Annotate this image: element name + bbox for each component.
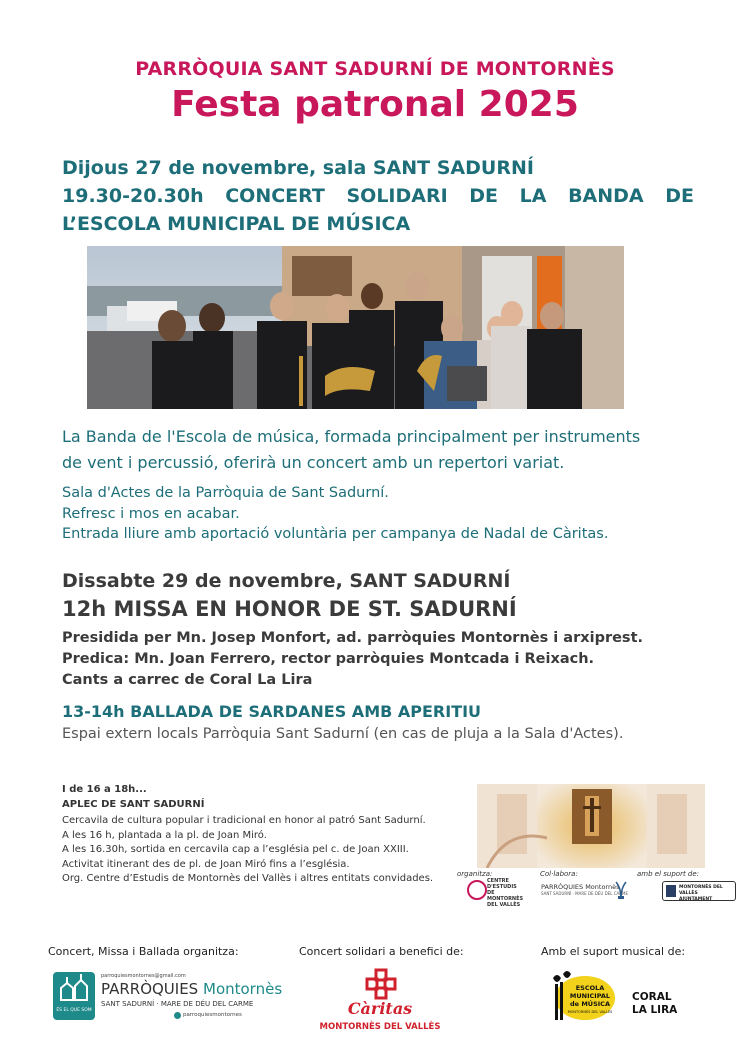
parish-name: PARRÒQUIA SANT SADURNÍ DE MONTORNÈS <box>135 58 615 80</box>
event1-date: Dijous 27 de novembre, sala SANT SADURNÍ <box>62 157 534 179</box>
col-labora-label: Col·labora: <box>540 870 578 878</box>
event1-description <box>62 424 712 476</box>
aplec-line: A les 16.30h, sortida en cercavila cap a l’església pel c. de Joan XXIII. <box>62 844 409 855</box>
ced-line: DE MONTORNÈS <box>487 890 524 902</box>
suport-label: amb el suport de: <box>637 870 700 878</box>
escola-line: MUNICIPAL <box>569 992 611 1000</box>
coral-line: LA LIRA <box>632 1004 678 1016</box>
detail-line: Cants a carrec de Coral La Lira <box>62 672 313 688</box>
page-title: Festa patronal 2025 <box>171 84 579 125</box>
coral-line: CORAL <box>632 991 672 1003</box>
footer-suport-title: Amb el suport musical de: <box>541 945 686 958</box>
description-line: de vent i percussió, oferirà un concert amb un repertori variat. <box>62 453 565 472</box>
ced-line: DEL VALLÈS <box>487 902 521 908</box>
escola-line: de MÚSICA <box>570 1000 610 1008</box>
detail-line: Presidida per Mn. Josep Monfort, ad. parròquies Montornès i arxiprest. <box>62 630 644 646</box>
logo-parroquies: PARRÒQUIES <box>101 980 199 998</box>
event2-title: 12h MISSA EN HONOR DE ST. SADURNÍ <box>62 597 517 621</box>
band-photo <box>87 246 624 409</box>
aplec-line: Org. Centre d’Estudis de Montornès del Vallès i altres entitats convidades. <box>62 873 434 884</box>
sardanes-place: Espai extern locals Parròquia Sant Sadurní (en cas de pluja a la Sala d'Actes). <box>62 726 624 742</box>
escola-musica-logo <box>549 970 617 1022</box>
parroquies-small-sub: SANT SADURNÍ · MARE DE DÉU DEL CARME <box>541 891 629 896</box>
ajuntament-line: MONTORNÈS DEL VALLÈS <box>679 885 723 896</box>
aplec-title: APLEC DE SANT SADURNÍ <box>62 799 205 810</box>
event1-info <box>62 483 608 545</box>
parroquies-email: parroquiesmontornes@gmail.com <box>101 973 186 979</box>
aplec-line: A les 16 h, plantada a la pl. de Joan Miró. <box>62 829 267 841</box>
event2-date: Dissabte 29 de novembre, SANT SADURNÍ <box>62 570 511 592</box>
parroquies-social: parroquiesmontornes <box>183 1012 242 1018</box>
organitza-label: organitza: <box>457 870 493 878</box>
aplec-time: I de 16 a 18h... <box>62 784 147 795</box>
aplec-line: Cercavila de cultura popular i tradicional en honor al patró Sant Sadurní. <box>62 815 426 826</box>
footer-organitza-title: Concert, Missa i Ballada organitza: <box>48 945 239 958</box>
sardanes-title: 13-14h BALLADA DE SARDANES AMB APERITIU <box>62 702 482 721</box>
lyre-icon <box>614 880 628 900</box>
escola-sub: MONTORNÈS DEL VALLÈS <box>567 1010 613 1014</box>
church-icon <box>53 972 95 1006</box>
shield-icon <box>666 885 676 897</box>
ced-logo <box>467 878 532 908</box>
caritas-name: Càritas <box>347 999 413 1018</box>
ajuntament-logo <box>662 881 736 901</box>
ajuntament-line: AJUNTAMENT <box>679 897 713 902</box>
caritas-sub: MONTORNÈS DEL VALLÈS <box>319 1022 441 1032</box>
aplec-line: Activitat itinerant des de pl. de Joan Miró fins a l’església. <box>62 858 350 870</box>
aplec-description <box>62 814 433 887</box>
coral-la-lira <box>632 991 677 1017</box>
ced-line: D'ESTUDIS <box>487 884 517 890</box>
altar-image <box>477 784 705 868</box>
parroquies-logo-sub: SANT SADURNÍ · MARE DE DÉU DEL CARME <box>101 1000 254 1008</box>
detail-line: Predica: Mn. Joan Ferrero, rector parròquies Montcada i Reixach. <box>62 651 595 667</box>
escola-line: ESCOLA <box>575 984 605 992</box>
footer-benefici-title: Concert solidari a benefici de: <box>299 945 464 958</box>
parroquies-small-name: PARRÒQUIES Montornès <box>541 883 620 891</box>
description-line: La Banda de l'Escola de música, formada principalment per instruments <box>62 427 641 446</box>
info-line: Sala d'Actes de la Parròquia de Sant Sadurní. <box>62 485 389 501</box>
event1-title: 19.30-20.30h CONCERT SOLIDARI DE LA BANDA DE <box>62 185 694 207</box>
event2-details <box>62 628 643 691</box>
info-line: Entrada lliure amb aportació voluntària per campanya de Nadal de Càritas. <box>62 526 609 542</box>
parroquies-logo-text <box>101 980 282 998</box>
logo-montornes: Montornès <box>203 980 283 998</box>
event1-title-cont: L’ESCOLA MUNICIPAL DE MÚSICA <box>62 213 411 235</box>
parroquies-logo-badge <box>53 972 95 1020</box>
caritas-cross-icon <box>365 968 397 1000</box>
info-line: Refresc i mos en acabar. <box>62 505 240 522</box>
social-icon <box>174 1012 181 1019</box>
logo-tagline: ÉS EL QUE SOM <box>56 1008 92 1013</box>
ced-line: CENTRE <box>487 878 509 884</box>
